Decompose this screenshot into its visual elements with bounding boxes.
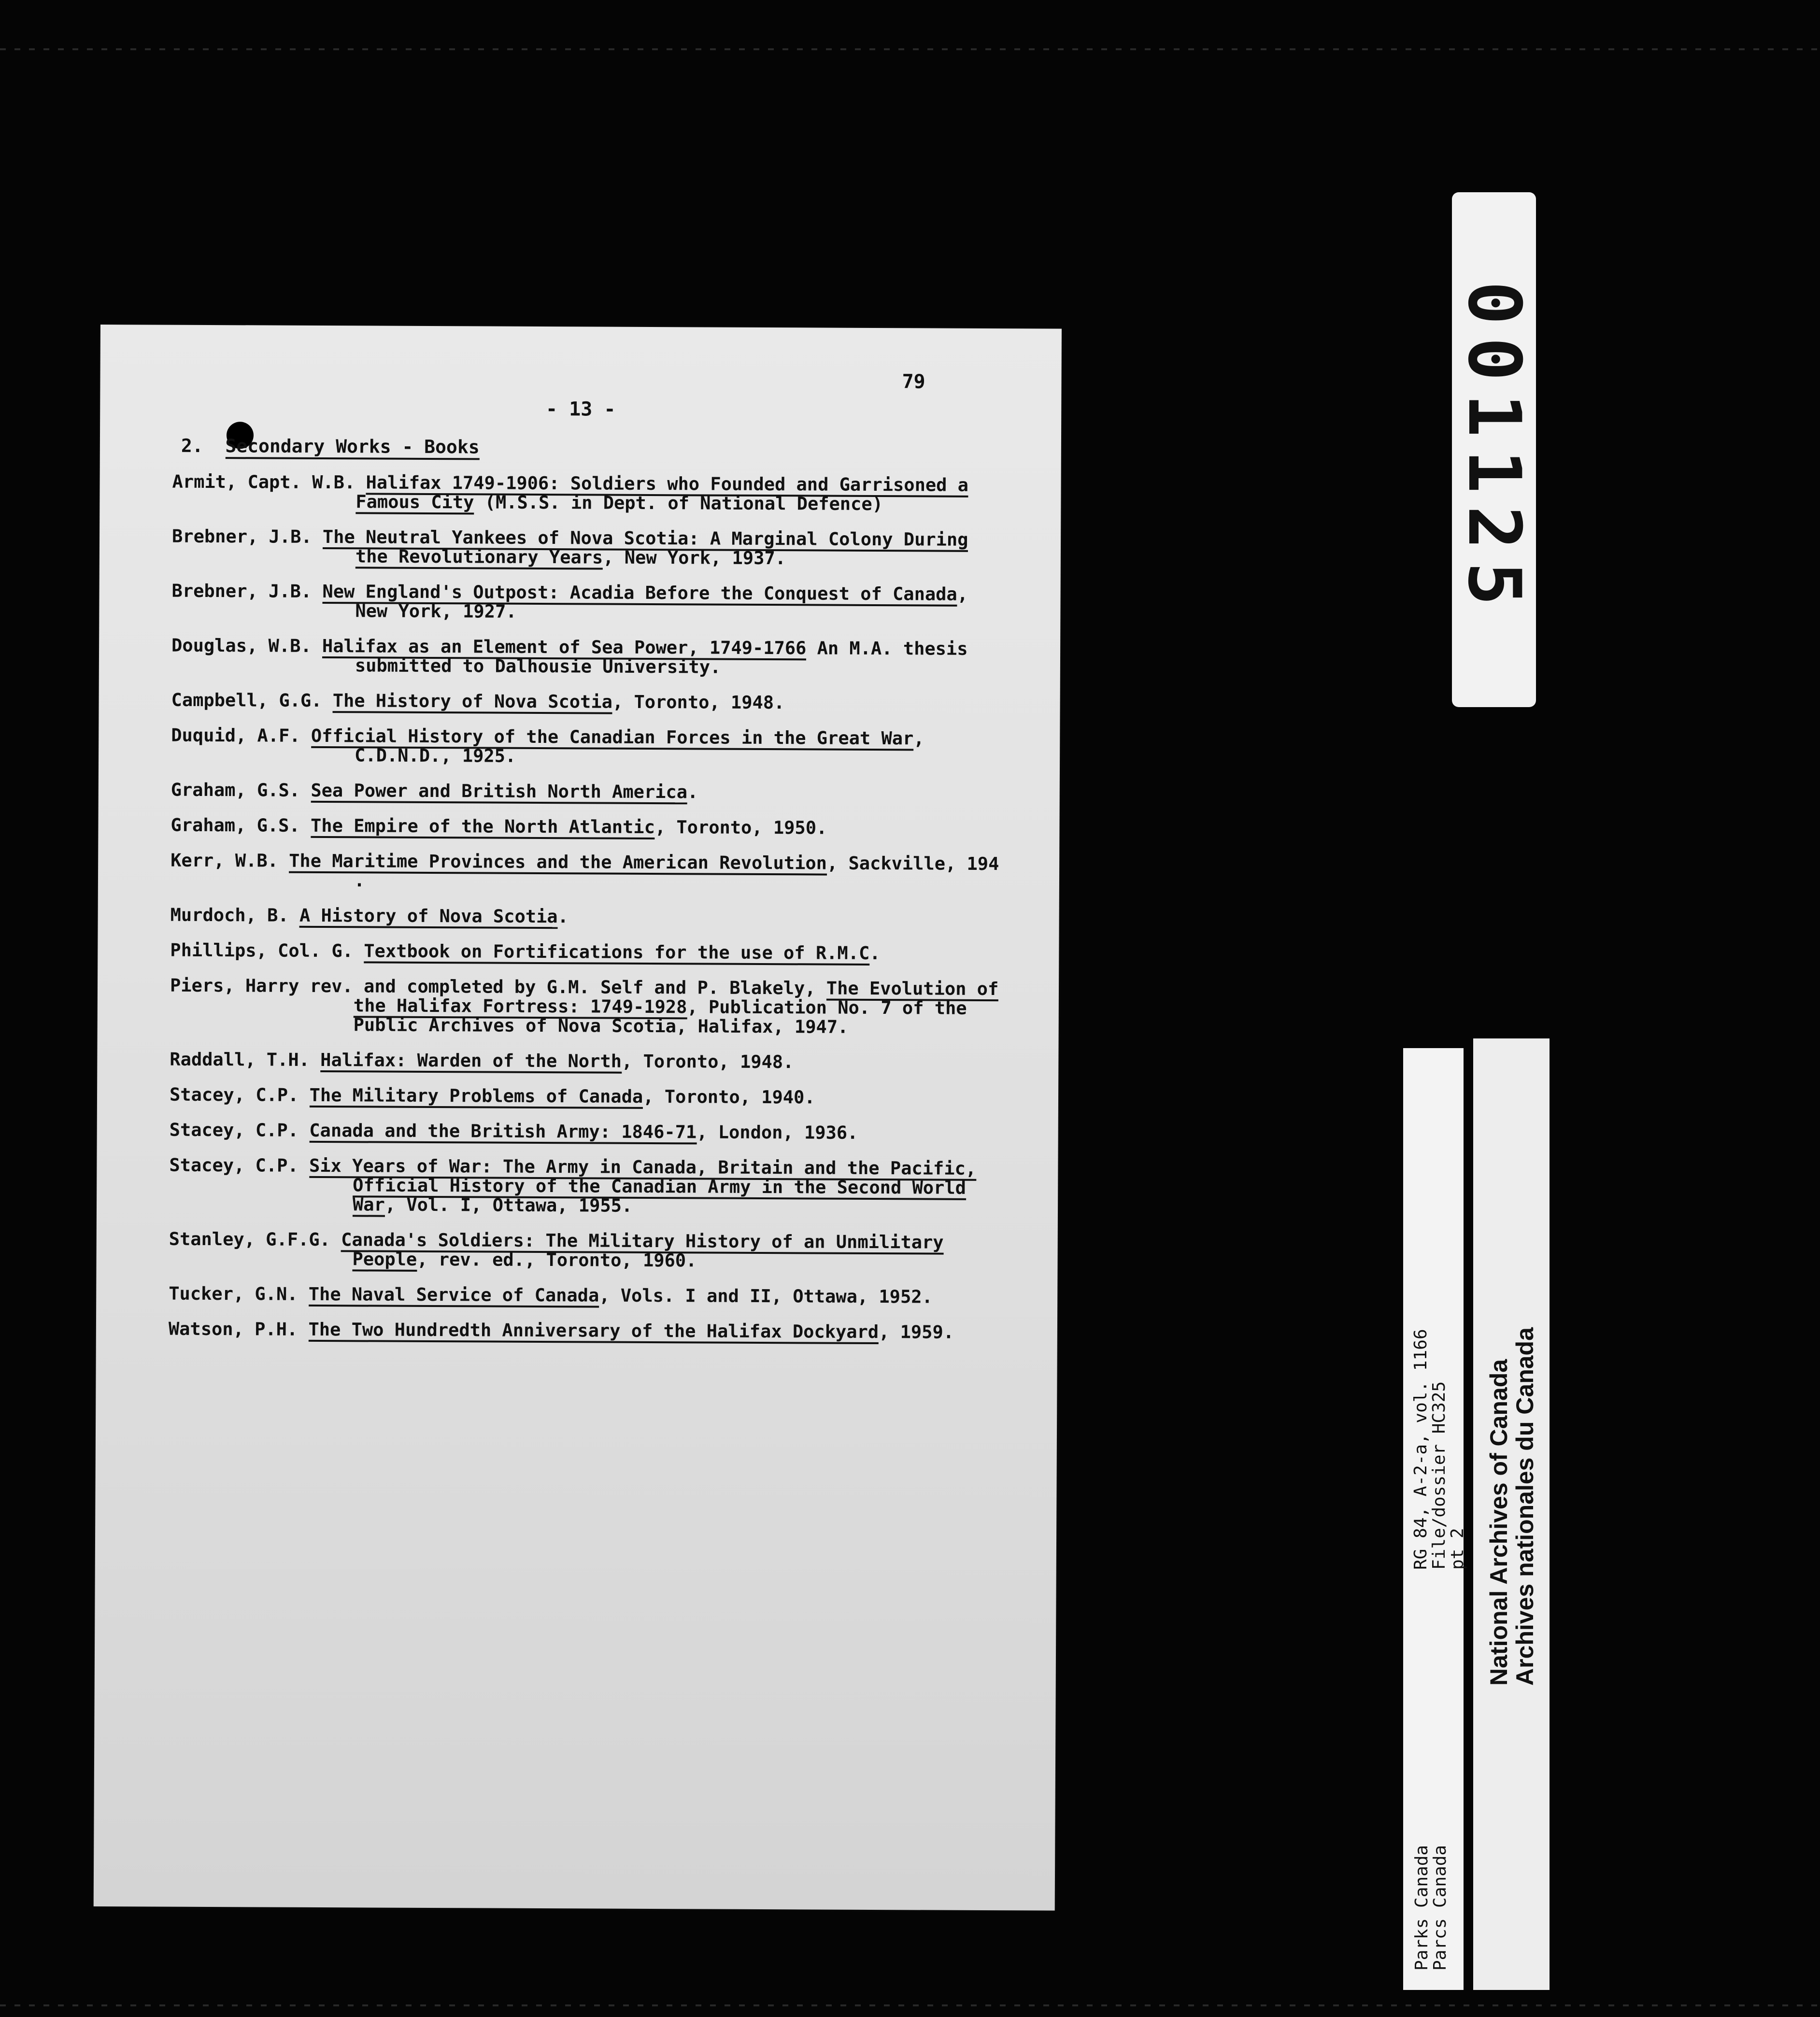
entry-author: Douglas, W.B. bbox=[171, 635, 312, 656]
entry-author: Campbell, G.G. bbox=[171, 689, 322, 711]
entry-title: Halifax: Warden of the North bbox=[320, 1050, 622, 1074]
bibliography-entry bbox=[169, 1156, 1000, 1218]
corner-page-number: 79 bbox=[902, 370, 925, 393]
entry-author: Murdoch, B. bbox=[170, 904, 289, 926]
entry-publication: , rev. ed., Toronto, 1960. bbox=[417, 1249, 697, 1271]
entry-title: Sea Power and British North America bbox=[311, 780, 687, 804]
bibliography-entry bbox=[171, 582, 1002, 624]
entry-publication: , London, 1936. bbox=[697, 1122, 858, 1143]
bibliography-entry bbox=[171, 781, 1002, 804]
entry-publication: , Vol. I, Ottawa, 1955. bbox=[384, 1194, 633, 1216]
entry-author: Graham, G.S. bbox=[171, 779, 300, 801]
parks-canada-text bbox=[1413, 1845, 1450, 1971]
entry-publication: , 1959. bbox=[879, 1321, 954, 1343]
entry-author: Graham, G.S. bbox=[171, 814, 300, 836]
document-page bbox=[94, 325, 1062, 1911]
entry-title: The Neutral Yankees of Nova Scotia: A Marginal Colony During the Revolutionary Years bbox=[323, 526, 968, 570]
entry-publication: . bbox=[869, 942, 881, 964]
entry-publication: An M.A. thesis submitted to Dalhousie University. bbox=[355, 638, 968, 678]
archives-line: Archives nationales du Canada bbox=[1511, 1327, 1538, 1686]
entry-publication: , Toronto, 1940. bbox=[643, 1086, 815, 1108]
frame-number: 001125 bbox=[1452, 281, 1536, 618]
reference-text bbox=[1412, 1329, 1467, 1570]
entry-title: A History of Nova Scotia bbox=[299, 905, 558, 929]
entry-author: Stanley, G.F.G. bbox=[169, 1228, 330, 1250]
entry-title: The Empire of the North Atlantic bbox=[311, 815, 655, 839]
bibliography-entry bbox=[170, 976, 1001, 1038]
archives-line: National Archives of Canada bbox=[1485, 1359, 1512, 1686]
frame-number-strip bbox=[1452, 192, 1536, 707]
parks-line: Parks Canada bbox=[1412, 1845, 1432, 1971]
section-number: 2. bbox=[181, 435, 203, 456]
entry-title: The Naval Service of Canada bbox=[309, 1284, 599, 1308]
entry-publication: , Vols. I and II, Ottawa, 1952. bbox=[599, 1285, 933, 1307]
entry-publication: , New York, 1927. bbox=[355, 583, 968, 622]
entry-publication: . bbox=[687, 781, 698, 803]
reference-line: pt 2 bbox=[1448, 1528, 1467, 1570]
entry-author: Stacey, C.P. bbox=[169, 1119, 299, 1141]
bibliography-entry bbox=[171, 691, 1002, 714]
entry-title: The Maritime Provinces and the American Revolution bbox=[289, 851, 827, 876]
entry-author: Piers, Harry rev. and completed by G.M. Self and P. Blakely, bbox=[170, 975, 826, 999]
bibliography-list bbox=[169, 472, 1003, 1358]
archive-reference-label bbox=[1403, 1048, 1467, 1990]
national-archives-label bbox=[1473, 1038, 1550, 1990]
entry-publication: , Toronto, 1948. bbox=[612, 691, 785, 713]
bibliography-entry bbox=[170, 1050, 1000, 1073]
archives-text bbox=[1486, 1327, 1538, 1686]
entry-title: The Two Hundredth Anniversary of the Halifax Dockyard bbox=[308, 1319, 879, 1344]
page-number: - 13 - bbox=[545, 398, 616, 421]
entry-title: Halifax as an Element of Sea Power, 1749-1766 bbox=[322, 636, 807, 660]
entry-publication: (M.S.S. in Dept. of National Defence) bbox=[474, 492, 883, 515]
bibliography-entry bbox=[172, 527, 1003, 569]
bibliography-entry bbox=[171, 726, 1002, 768]
bibliography-entry bbox=[169, 1230, 999, 1272]
entry-title: Six Years of War: The Army in Canada, Britain and the Pacific, Official History of the Canadian Army in the Second World War bbox=[309, 1155, 976, 1217]
entry-title: The Military Problems of Canada bbox=[310, 1085, 643, 1109]
bibliography-entry bbox=[170, 1121, 1000, 1144]
bibliography-entry bbox=[169, 1284, 999, 1307]
entry-publication: , Toronto, 1948. bbox=[621, 1051, 794, 1073]
section-heading bbox=[181, 435, 480, 458]
bibliography-entry bbox=[171, 816, 1001, 839]
bibliography-entry bbox=[170, 941, 1001, 964]
entry-publication: , New York, 1937. bbox=[603, 547, 786, 569]
entry-author: Brebner, J.B. bbox=[171, 580, 312, 602]
bibliography-entry bbox=[171, 851, 1001, 894]
entry-author: Brebner, J.B. bbox=[171, 526, 312, 547]
bibliography-entry bbox=[169, 1320, 999, 1343]
entry-author: Raddall, T.H. bbox=[170, 1049, 310, 1070]
entry-author: Armit, Capt. W.B. bbox=[172, 471, 355, 493]
reference-line: File/dossier HC325 bbox=[1429, 1381, 1449, 1570]
entry-publication: , Sackville, 194 . bbox=[354, 852, 999, 891]
bibliography-entry bbox=[172, 472, 1003, 515]
bibliography-entry bbox=[171, 906, 1001, 929]
entry-publication: . bbox=[557, 906, 569, 927]
scan-edge-top bbox=[0, 48, 1820, 50]
entry-title: Halifax 1749-1906: Soldiers who Founded and Garrisoned a Famous City bbox=[355, 472, 968, 514]
scan-edge-bottom bbox=[0, 2004, 1820, 2006]
parks-line: Parcs Canada bbox=[1430, 1845, 1450, 1971]
entry-publication: , Toronto, 1950. bbox=[654, 817, 827, 838]
entry-title: New England's Outpost: Acadia Before the Conquest of Canada bbox=[322, 581, 957, 607]
entry-author: Tucker, G.N. bbox=[169, 1283, 298, 1305]
reference-line: RG 84, A-2-a, vol. 1166 bbox=[1411, 1329, 1431, 1570]
bibliography-entry bbox=[170, 1085, 1000, 1108]
entry-author: Stacey, C.P. bbox=[169, 1154, 299, 1176]
entry-author: Watson, P.H. bbox=[168, 1318, 298, 1340]
entry-author: Phillips, Col. G. bbox=[170, 939, 354, 962]
section-title: Secondary Works - Books bbox=[225, 435, 479, 460]
entry-title: Official History of the Canadian Forces in the Great War bbox=[311, 725, 914, 751]
entry-title: Textbook on Fortifications for the use of R.M.C bbox=[364, 940, 869, 966]
entry-title: Canada and the British Army: 1846-71 bbox=[309, 1120, 697, 1144]
bibliography-entry bbox=[171, 636, 1002, 679]
entry-publication: , C.D.N.D., 1925. bbox=[355, 728, 924, 767]
entry-author: Stacey, C.P. bbox=[169, 1084, 299, 1106]
entry-publication: , Publication No. 7 of the Public Archives of Nova Scotia, Halifax, 1947. bbox=[353, 996, 967, 1037]
entry-title: The Evolution of the Halifax Fortress: 1749-1928 bbox=[354, 978, 999, 1020]
entry-author: Duquid, A.F. bbox=[171, 724, 300, 746]
entry-title: The History of Nova Scotia bbox=[333, 690, 612, 714]
entry-author: Kerr, W.B. bbox=[171, 850, 279, 871]
entry-title: Canada's Soldiers: The Military History of an Unmilitary People bbox=[341, 1229, 944, 1272]
